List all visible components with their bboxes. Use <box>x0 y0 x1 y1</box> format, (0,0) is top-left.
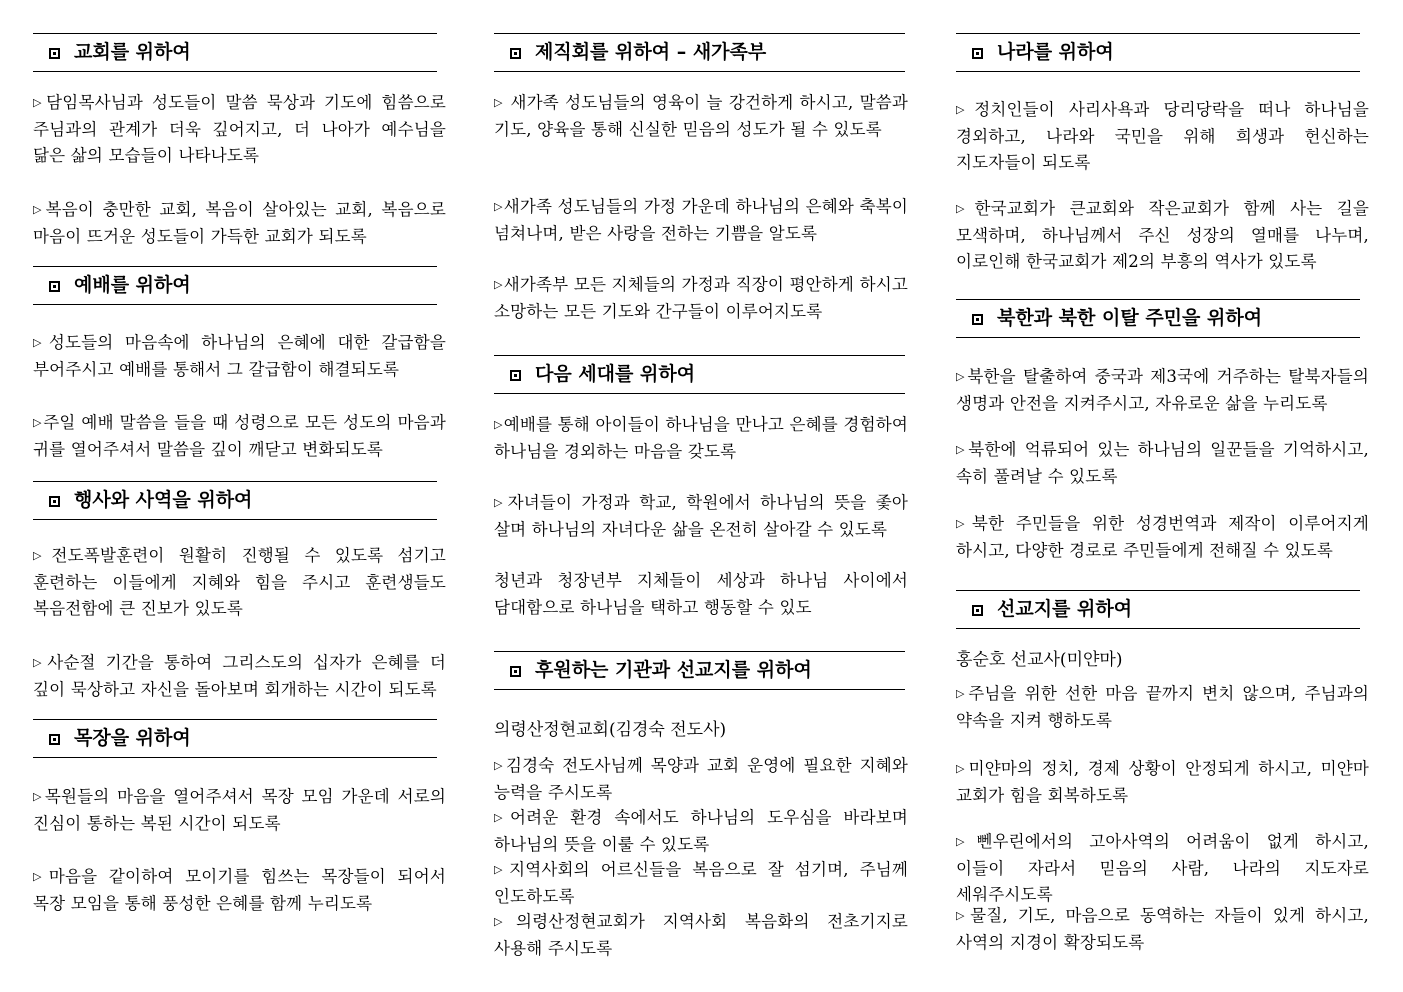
triangle-bullet-icon: ▷ <box>956 762 968 775</box>
prayer-item: ▷의령산정현교회가 지역사회 복음화의 전초기지로 사용해 주시도록 <box>494 912 908 958</box>
prayer-item: ▷물질, 기도, 마음으로 동역하는 자들이 있게 하시고, 사역의 지경이 확장되도록 <box>956 906 1369 952</box>
section-nation <box>956 33 1369 72</box>
prayer-item: ▷자녀들이 가정과 학교, 학원에서 하나님의 뜻을 좇아 살며 하나님의 자녀다운 삶을 온전히 살아갈 수 있도록 <box>494 493 908 539</box>
square-bullet-icon <box>972 48 983 59</box>
section-north-korea <box>956 299 1369 338</box>
prayer-item: ▷사순절 기간을 통하여 그리스도의 십자가 은혜를 더 깊이 묵상하고 자신을 돌아보며 회개하는 시간이 되도록 <box>33 653 446 699</box>
section-title: 교회를 위하여 <box>74 41 191 63</box>
section-header <box>33 33 437 72</box>
triangle-bullet-icon: ▷ <box>956 370 967 383</box>
square-bullet-icon <box>49 48 60 59</box>
prayer-item: ▷뻰우린에서의 고아사역의 어려움이 없게 하시고, 이들이 자라서 믿음의 사람, 나라의 지도자로 세워주시도록 <box>956 832 1369 904</box>
square-bullet-icon <box>972 314 983 325</box>
prayer-item: ▷전도폭발훈련이 원활히 진행될 수 있도록 섬기고 훈련하는 이들에게 지혜와 힘을 주시고 훈련생들도 복음전함에 큰 진보가 있도록 <box>33 546 446 618</box>
triangle-bullet-icon: ▷ <box>33 656 47 669</box>
section-title: 행사와 사역을 위하여 <box>74 489 253 511</box>
triangle-bullet-icon: ▷ <box>494 759 506 772</box>
square-bullet-icon <box>49 281 60 292</box>
prayer-item: ▷정치인들이 사리사욕과 당리당락을 떠나 하나님을 경외하고, 나라와 국민을 위해 희생과 헌신하는 지도자들이 되도록 <box>956 100 1369 172</box>
triangle-bullet-icon: ▷ <box>33 96 46 109</box>
section-header <box>494 33 905 72</box>
missionary-subtitle: 홍순호 선교사(미얀마) <box>956 650 1123 670</box>
square-bullet-icon <box>972 605 983 616</box>
section-header <box>33 481 437 520</box>
section-header <box>956 299 1360 338</box>
section-title: 북한과 북한 이탈 주민을 위하여 <box>997 307 1263 329</box>
square-bullet-icon <box>510 48 521 59</box>
prayer-item: ▷새가족부 모든 지체들의 가정과 직장이 평안하게 하시고 소망하는 모든 기도와 간구들이 이루어지도록 <box>494 275 908 321</box>
section-header <box>956 33 1360 72</box>
prayer-item: ▷한국교회가 큰교회와 작은교회가 함께 사는 길을 모색하며, 하나님께서 주신 성장의 열매를 나누며, 이로인해 한국교회가 제2의 부흥의 역사가 있도록 <box>956 199 1369 271</box>
prayer-item: ▷복음이 충만한 교회, 복음이 살아있는 교회, 복음으로 마음이 뜨거운 성도들이 가득한 교회가 되도록 <box>33 200 446 246</box>
section-title: 제직회를 위하여 – 새가족부 <box>535 41 767 63</box>
triangle-bullet-icon: ▷ <box>494 278 503 291</box>
section-title: 목장을 위하여 <box>74 727 191 749</box>
prayer-item: ▷주일 예배 말씀을 들을 때 성령으로 모든 성도의 마음과 귀를 열어주셔서 말씀을 깊이 깨닫고 변화되도록 <box>33 413 446 459</box>
prayer-item: ▷미얀마의 정치, 경제 상황이 안정되게 하시고, 미얀마 교회가 힘을 회복하도록 <box>956 759 1369 805</box>
triangle-bullet-icon: ▷ <box>956 517 971 530</box>
triangle-bullet-icon: ▷ <box>494 915 515 928</box>
prayer-item: ▷주님을 위한 선한 마음 끝까지 변치 않으며, 주님과의 약속을 지켜 행하도록 <box>956 684 1369 730</box>
section-header <box>494 651 905 690</box>
section-support <box>494 651 908 690</box>
triangle-bullet-icon: ▷ <box>494 496 507 509</box>
triangle-bullet-icon: ▷ <box>494 863 509 876</box>
triangle-bullet-icon: ▷ <box>494 96 504 109</box>
triangle-bullet-icon: ▷ <box>494 811 510 824</box>
prayer-item: ▷북한에 억류되어 있는 하나님의 일꾼들을 기억하시고, 속히 풀려날 수 있도록 <box>956 440 1369 486</box>
prayer-item: ▷목원들의 마음을 열어주셔서 목장 모임 가운데 서로의 진심이 통하는 복된 시간이 되도록 <box>33 787 446 833</box>
prayer-item: ▷지역사회의 어르신들을 복음으로 잘 섬기며, 주님께 인도하도록 <box>494 860 908 906</box>
triangle-bullet-icon: ▷ <box>33 549 51 562</box>
section-next-generation <box>494 355 908 394</box>
triangle-bullet-icon: ▷ <box>33 870 48 883</box>
prayer-item: ▷김경숙 전도사님께 목양과 교회 운영에 필요한 지혜와 능력을 주시도록 <box>494 756 908 802</box>
prayer-item: ▷마음을 같이하여 모이기를 힘쓰는 목장들이 되어서 목장 모임을 통해 풍성한 은혜를 함께 누리도록 <box>33 867 446 913</box>
prayer-item: ▷성도들의 마음속에 하나님의 은혜에 대한 갈급함을 부어주시고 예배를 통해서 그 갈급함이 해결되도록 <box>33 333 446 379</box>
triangle-bullet-icon: ▷ <box>956 687 968 700</box>
section-header <box>33 266 437 305</box>
section-title: 다음 세대를 위하여 <box>535 363 696 385</box>
section-church <box>33 33 446 72</box>
triangle-bullet-icon: ▷ <box>494 200 503 213</box>
triangle-bullet-icon: ▷ <box>494 418 503 431</box>
section-title: 예배를 위하여 <box>74 274 191 296</box>
section-events <box>33 481 446 520</box>
section-mission-field <box>956 590 1369 629</box>
section-deacons <box>494 33 908 72</box>
prayer-item: ▷북한 주민들을 위한 성경번역과 제작이 이루어지게 하시고, 다양한 경로로 주민들에게 전해질 수 있도록 <box>956 514 1369 560</box>
prayer-item: ▷새가족 성도님들의 가정 가운데 하나님의 은혜와 축복이 넘쳐나며, 받은 사랑을 전하는 기쁨을 알도록 <box>494 197 908 243</box>
support-subtitle: 의령산정현교회(김경숙 전도사) <box>494 720 727 740</box>
section-header <box>494 355 905 394</box>
triangle-bullet-icon: ▷ <box>956 909 970 922</box>
triangle-bullet-icon: ▷ <box>33 336 48 349</box>
triangle-bullet-icon: ▷ <box>956 835 976 848</box>
square-bullet-icon <box>510 666 521 677</box>
prayer-item: 청년과 청장년부 지체들이 세상과 하나님 사이에서 담대함으로 하나님을 택하고 행동할 수 있도 <box>494 571 908 617</box>
section-cell-group <box>33 719 446 758</box>
section-title: 후원하는 기관과 선교지를 위하여 <box>535 659 812 681</box>
section-worship <box>33 266 446 305</box>
triangle-bullet-icon: ▷ <box>33 203 45 216</box>
section-title: 선교지를 위하여 <box>997 598 1133 620</box>
prayer-item: ▷북한을 탈출하여 중국과 제3국에 거주하는 탈북자들의 생명과 안전을 지켜주시고, 자유로운 삶을 누리도록 <box>956 367 1369 413</box>
section-header <box>33 719 437 758</box>
triangle-bullet-icon: ▷ <box>956 443 968 456</box>
triangle-bullet-icon: ▷ <box>956 202 974 215</box>
prayer-item: ▷담임목사님과 성도들이 말씀 묵상과 기도에 힘씀으로 주님과의 관계가 더욱 깊어지고, 더 나아가 예수님을 닮은 삶의 모습들이 나타나도록 <box>33 93 446 165</box>
triangle-bullet-icon: ▷ <box>956 103 974 116</box>
square-bullet-icon <box>49 734 60 745</box>
triangle-bullet-icon: ▷ <box>33 790 44 803</box>
section-header <box>956 590 1360 629</box>
square-bullet-icon <box>49 496 60 507</box>
section-title: 나라를 위하여 <box>997 41 1114 63</box>
prayer-item: ▷예배를 통해 아이들이 하나님을 만나고 은혜를 경험하여 하나님을 경외하는 마음을 갖도록 <box>494 415 908 461</box>
prayer-item: ▷ 새가족 성도님들의 영육이 늘 강건하게 하시고, 말씀과 기도, 양육을 통해 신실한 믿음의 성도가 될 수 있도록 <box>494 93 908 139</box>
triangle-bullet-icon: ▷ <box>33 416 43 429</box>
prayer-item: ▷어려운 환경 속에서도 하나님의 도우심을 바라보며 하나님의 뜻을 이룰 수 있도록 <box>494 808 908 854</box>
square-bullet-icon <box>510 370 521 381</box>
